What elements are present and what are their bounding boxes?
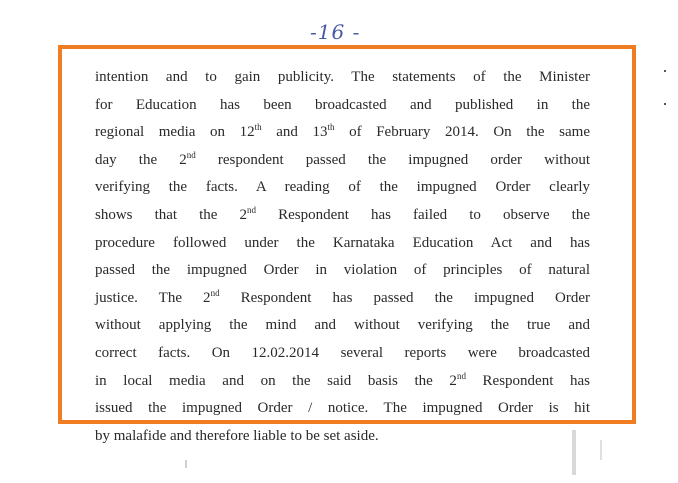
text-line: shows that the 2nd Respondent has failed to observe the (95, 204, 590, 223)
text-line: by malafide and therefore liable to be set aside. (95, 427, 379, 444)
page-number: -16 - (310, 20, 361, 44)
text-line: without applying the mind and without verifying the true and (95, 317, 590, 334)
text-line: intention and to gain publicity. The statements of the Minister (95, 69, 590, 85)
text-line: procedure followed under the Karnataka Education Act and has (95, 234, 590, 251)
scan-speck (664, 70, 666, 72)
text-line: verifying the facts. A reading of the impugned Order clearly (95, 179, 590, 196)
text-line: correct facts. On 12.02.2014 several reports were broadcasted (95, 344, 590, 361)
text-line: justice. The 2nd Respondent has passed the impugned Order (95, 287, 590, 306)
text-line: day the 2nd respondent passed the impugned order without (95, 149, 591, 168)
text-line: passed the impugned Order in violation of principles of natural (95, 262, 590, 279)
text-line: issued the impugned Order / notice. The impugned Order is hit (95, 400, 590, 417)
text-line: for Education has been broadcasted and published in the (95, 96, 590, 113)
highlight-box (58, 45, 636, 424)
scan-speck (664, 103, 666, 105)
scan-artifact (600, 440, 602, 460)
scan-artifact (572, 430, 576, 475)
text-line: regional media on 12th and 13th of February 2014. On the same (95, 122, 591, 141)
scan-artifact (185, 460, 187, 468)
text-line: in local media and on the said basis the 2nd Respondent has (95, 370, 590, 389)
